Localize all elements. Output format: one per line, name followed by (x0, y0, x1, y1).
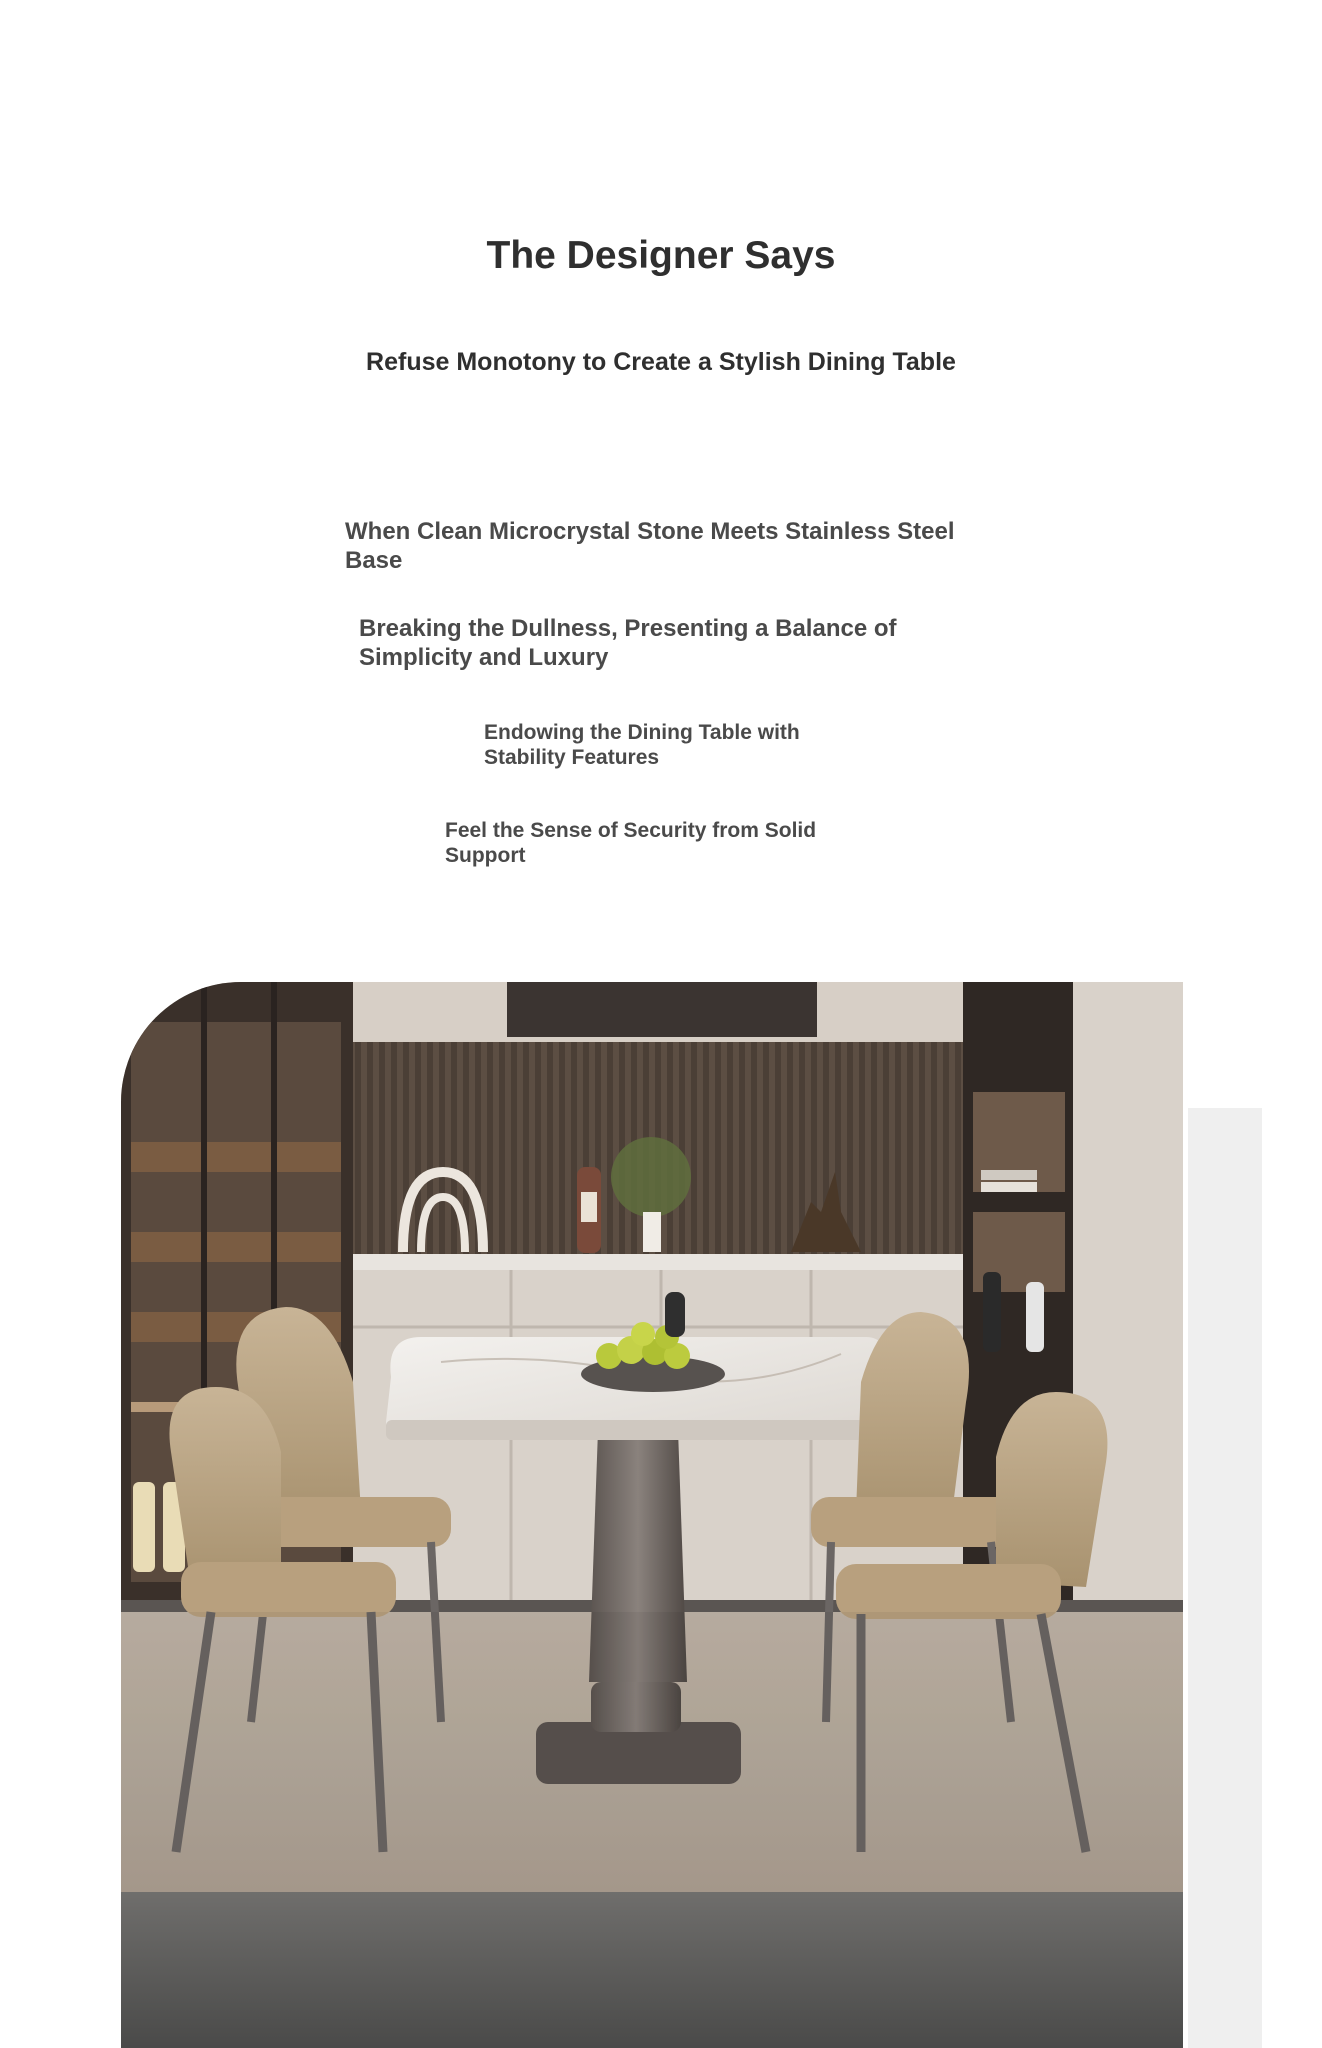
page-subtitle: Refuse Monotony to Create a Stylish Dining Table (366, 348, 956, 376)
feature-text-2: Breaking the Dullness, Presenting a Balance of Simplicity and Luxury (359, 615, 897, 671)
feature-text-1: When Clean Microcrystal Stone Meets Stainless Steel Base (345, 518, 955, 574)
feature-text-3: Endowing the Dining Table with Stability Features (484, 721, 800, 770)
product-photo (121, 982, 1183, 2048)
background-panel (1188, 1108, 1262, 2048)
feature-text-4: Feel the Sense of Security from Solid Support (445, 819, 817, 868)
page-title: The Designer Says (486, 234, 836, 277)
